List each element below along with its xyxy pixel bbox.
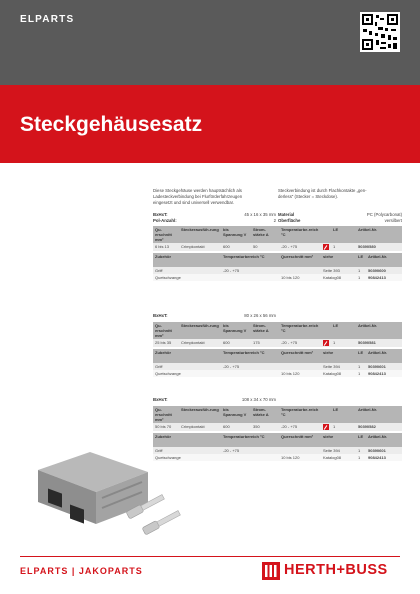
product-table xyxy=(153,226,402,251)
cell: Seite 393 xyxy=(321,267,356,274)
warning-icon xyxy=(323,244,329,250)
cell: -20 - +75 xyxy=(279,243,321,251)
dims-3 xyxy=(153,397,276,403)
header-cell: Strom-stärke A xyxy=(251,226,279,243)
spec-value: versilbert xyxy=(384,217,402,223)
header-cell: Temperaturbe-reich °C xyxy=(279,226,321,243)
cell: Griff xyxy=(153,447,221,454)
spec-label: Pol-Anzahl: xyxy=(153,217,177,223)
page-title: Steckgehäusesatz xyxy=(20,113,203,136)
table-header xyxy=(153,322,402,339)
table-row xyxy=(153,274,402,281)
header-cell xyxy=(321,406,331,423)
header-cell: LE xyxy=(331,322,356,339)
header-cell: bis Spannung V xyxy=(221,322,251,339)
spec-label: Oberfläche xyxy=(278,217,301,223)
cell: -20 - +75 xyxy=(221,363,279,370)
cell: 25 bis 35 xyxy=(153,339,179,347)
article-number: 50390601 xyxy=(366,363,402,370)
spec-value: 80 x 26 x 56 mm xyxy=(244,313,276,318)
cell xyxy=(221,454,279,461)
header-cell: Artikel-Nr. xyxy=(366,433,402,447)
cell xyxy=(279,267,321,274)
cell: 600 xyxy=(221,423,251,431)
accessory-table xyxy=(153,433,402,461)
cell: 1 xyxy=(356,454,366,461)
header-cell: Steckerausfüh-rung xyxy=(179,322,221,339)
intro-text-right xyxy=(278,188,401,200)
article-number: 90842413 xyxy=(366,370,402,377)
cell: 10 bis 120 xyxy=(279,454,321,461)
spec-value: 108 x 34 x 70 mm xyxy=(241,397,276,402)
dims-2 xyxy=(153,313,276,319)
table-row xyxy=(153,423,402,431)
header-cell: Artikel-Nr. xyxy=(366,253,402,267)
header-cell: Steckerausfüh-rung xyxy=(179,226,221,243)
table-row xyxy=(153,267,402,274)
header-cell: siehe xyxy=(321,433,356,447)
cell: 50 xyxy=(251,243,279,251)
table-row xyxy=(153,370,402,377)
header-cell xyxy=(321,322,331,339)
qr-code-icon xyxy=(360,12,400,52)
intro-line: derless“ (Stecker = Steckdose). xyxy=(278,193,339,199)
header-cell: Temperaturbe-reich °C xyxy=(279,322,321,339)
header-cell: Steckerausfüh-rung xyxy=(179,406,221,423)
table-row xyxy=(153,339,402,347)
table-row xyxy=(153,454,402,461)
header-cell: Temperaturbe-reich °C xyxy=(279,406,321,423)
intro-line: eingesetzt und sind universell verwendbar. xyxy=(153,199,234,205)
table-header xyxy=(153,349,402,363)
header-cell: Artikel-Nr. xyxy=(366,349,402,363)
table-row xyxy=(153,363,402,370)
article-number: 90842413 xyxy=(366,274,402,281)
header-cell: Zubehör xyxy=(153,349,221,363)
cell: 1 xyxy=(356,363,366,370)
cell xyxy=(279,363,321,370)
cell: 1 xyxy=(356,267,366,274)
warning-icon xyxy=(323,340,329,346)
header-cell: Zubehör xyxy=(153,253,221,267)
intro-line: Diese Steckgehäuse werden hauptsächlich als xyxy=(153,188,242,193)
cell: Griff xyxy=(153,267,221,274)
product-block-1 xyxy=(153,226,402,281)
header-cell xyxy=(321,226,331,243)
header-cell: Qu-erschnitt mm² xyxy=(153,322,179,339)
logo-text: HERTH+BUSS xyxy=(284,562,388,578)
article-number: 90842413 xyxy=(366,454,402,461)
header-cell: Temperaturbereich °C xyxy=(221,349,279,363)
spec-label: Material xyxy=(278,212,295,217)
header-bar xyxy=(0,0,420,85)
table-header xyxy=(153,406,402,423)
header-cell: siehe xyxy=(321,349,356,363)
spec-value: 2 xyxy=(273,217,276,223)
intro-line: Ladesteckverbindung bei Flurförderfahrzeugen xyxy=(153,193,243,199)
cell: -20 - +75 xyxy=(221,267,279,274)
header-cell: Zubehör xyxy=(153,433,221,447)
cell: 600 xyxy=(221,243,251,251)
spec-label: BxHxT: xyxy=(153,313,168,318)
header-cell: LE xyxy=(356,433,366,447)
cell: 1 xyxy=(356,274,366,281)
spec-right xyxy=(278,212,402,224)
cell: 1 xyxy=(331,423,356,431)
header-cell: LE xyxy=(331,226,356,243)
footer-brand: ELPARTS | JAKOPARTS xyxy=(20,566,143,576)
header-cell: Qu-erschnitt mm² xyxy=(153,226,179,243)
table-header xyxy=(153,226,402,243)
cell: Seite 394 xyxy=(321,447,356,454)
cell: 600 xyxy=(221,339,251,347)
cell: Quetschzange xyxy=(153,370,221,377)
cell: 350 xyxy=(251,423,279,431)
cell: 1 xyxy=(356,447,366,454)
spec-label: BxHxT: xyxy=(153,212,168,217)
header-cell: bis Spannung V xyxy=(221,406,251,423)
cell: Seite 394 xyxy=(321,363,356,370)
header-cell: Artikel-Nr. xyxy=(356,322,402,339)
spec-label: BxHxT: xyxy=(153,397,168,402)
cell xyxy=(221,370,279,377)
cell: 175 xyxy=(251,339,279,347)
product-table xyxy=(153,406,402,431)
warning-icon xyxy=(323,424,329,430)
brand-label: ELPARTS xyxy=(20,14,75,25)
product-table xyxy=(153,322,402,347)
cell: Quetschzange xyxy=(153,454,221,461)
accessory-table xyxy=(153,349,402,377)
herth-buss-logo-icon xyxy=(262,560,402,582)
header-cell: Querschnitt mm² xyxy=(279,349,321,363)
cell: 6 bis 13 xyxy=(153,243,179,251)
table-header xyxy=(153,253,402,267)
intro-text-left xyxy=(153,188,276,205)
spec-left xyxy=(153,212,276,224)
cell: -20 - +75 xyxy=(279,423,321,431)
header-cell: siehe xyxy=(321,253,356,267)
article-number: 50390600 xyxy=(366,267,402,274)
header-cell: Querschnitt mm² xyxy=(279,253,321,267)
header-cell: Temperaturbereich °C xyxy=(221,253,279,267)
cell: Katalog08 xyxy=(321,274,356,281)
intro-line: Steckverbindung ist durch Flachkontakte „gen- xyxy=(278,188,367,193)
header-cell: LE xyxy=(356,349,366,363)
header-cell: Artikel-Nr. xyxy=(356,226,402,243)
cell xyxy=(221,274,279,281)
cell: 1 xyxy=(356,370,366,377)
article-number: 50390580 xyxy=(356,243,402,251)
article-number: 50390581 xyxy=(356,339,402,347)
product-block-2 xyxy=(153,322,402,377)
cell: 1 xyxy=(331,243,356,251)
header-cell: Strom-stärke A xyxy=(251,322,279,339)
cell: Katalog08 xyxy=(321,454,356,461)
cell: Griff xyxy=(153,363,221,370)
cell: 1 xyxy=(331,339,356,347)
cell: Crimpkontakt xyxy=(179,423,221,431)
header-cell: Qu-erschnitt mm² xyxy=(153,406,179,423)
cell: -20 - +75 xyxy=(221,447,279,454)
cell xyxy=(321,423,331,431)
table-header xyxy=(153,433,402,447)
cell: Crimpkontakt xyxy=(179,339,221,347)
cell: Quetschzange xyxy=(153,274,221,281)
cell xyxy=(321,339,331,347)
spec-value: PC (Polycarbonat) xyxy=(366,212,402,217)
cell: 10 bis 120 xyxy=(279,274,321,281)
header-cell: Strom-stärke A xyxy=(251,406,279,423)
header-cell: Temperaturbereich °C xyxy=(221,433,279,447)
article-number: 50390582 xyxy=(356,423,402,431)
product-image xyxy=(30,432,190,547)
article-number: 50390601 xyxy=(366,447,402,454)
accessory-table xyxy=(153,253,402,281)
header-cell: LE xyxy=(356,253,366,267)
cell xyxy=(321,243,331,251)
table-row xyxy=(153,447,402,454)
footer-divider xyxy=(20,556,400,557)
cell: -20 - +75 xyxy=(279,339,321,347)
header-cell: Artikel-Nr. xyxy=(356,406,402,423)
cell: Katalog08 xyxy=(321,370,356,377)
cell: 10 bis 120 xyxy=(279,370,321,377)
header-cell: LE xyxy=(331,406,356,423)
table-row xyxy=(153,243,402,251)
cell: 50 bis 70 xyxy=(153,423,179,431)
product-block-3 xyxy=(153,406,402,461)
header-cell: bis Spannung V xyxy=(221,226,251,243)
cell xyxy=(279,447,321,454)
cell: Crimpkontakt xyxy=(179,243,221,251)
spec-value: 45 x 16 x 35 mm xyxy=(244,212,276,217)
header-cell: Querschnitt mm² xyxy=(279,433,321,447)
